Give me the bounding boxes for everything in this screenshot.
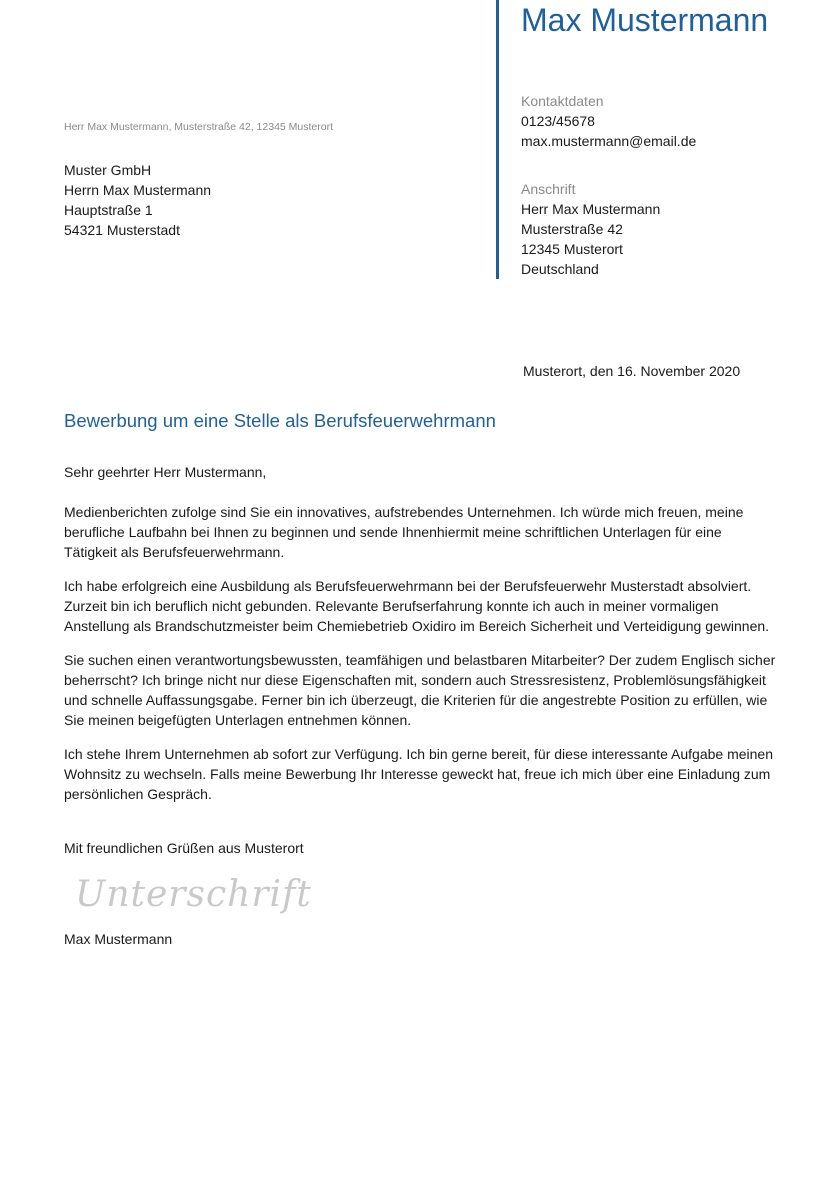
body-paragraph: Ich stehe Ihrem Unternehmen ab sofort zur Verfügung. Ich bin gerne bereit, für diese interessante Aufgabe meinen Wohnsitz zu wechseln. Falls meine Bewerbung Ihr Interesse geweckt hat, freue ich mich über eine Einladung zum persönlichen Gespräch. [64,746,773,802]
contact-email: max.mustermann@email.de [521,133,697,149]
signed-name: Max Mustermann [64,931,173,947]
body-paragraph: Sie suchen einen verantwortungsbewussten, teamfähigen und belastbaren Mitarbeiter? Der zudem Englisch sicher beherrscht? Ich bringe nicht nur diese Eigenschaften mit, sondern auch Stressresistenz, Problemlösungsfähigkeit und schnelle Auffassungsgabe. Ferner bin ich überzeugt, die Kriterien für die angestrebte Position zu erfüllen, wie Sie meinen beigefügten Unterlagen entnehmen können. [64,652,776,728]
sender-line: Herr Max Mustermann, Musterstraße 42, 12345 Musterort [64,121,334,133]
address-heading: Anschrift [521,181,576,197]
recipient-line: Hauptstraße 1 [64,202,153,218]
body-paragraph: Medienberichten zufolge sind Sie ein innovatives, aufstrebendes Unternehmen. Ich würde mich freuen, meine berufliche Laufbahn bei Ihnen zu beginnen und sende Ihnenhiermit meine schriftlichen Unterlagen für eine Tätigkeit als Berufsfeuerwehrmann. [64,504,744,560]
letter-subject: Bewerbung um eine Stelle als Berufsfeuerwehrmann [64,410,496,431]
letter-body [64,502,776,818]
letter-date: Musterort, den 16. November 2020 [523,363,741,379]
contact-heading: Kontaktdaten [521,93,604,109]
contact-phone: 0123/45678 [521,113,595,129]
recipient-line: Herrn Max Mustermann [64,182,212,198]
contact-block [521,91,696,151]
address-line: Herr Max Mustermann [521,201,661,217]
address-block [521,179,660,279]
address-line: Musterstraße 42 [521,221,623,237]
header-divider [496,0,499,279]
letter-greeting: Sehr geehrter Herr Mustermann, [64,464,267,480]
body-paragraph: Ich habe erfolgreich eine Ausbildung als Berufsfeuerwehrmann bei der Berufsfeuerwehr Musterstadt absolviert. Zurzeit bin ich beruflich nicht gebunden. Relevante Berufserfahrung konnte ich auch in meiner vormaligen Anstellung als Brandschutzmeister beim Chemiebetrieb Oxidiro im Bereich Sicherheit und Verteidigung gewinnen. [64,578,770,634]
recipient-block [64,160,211,240]
signature-placeholder: Unterschrift [75,874,312,915]
recipient-line: 54321 Musterstadt [64,222,180,238]
address-line: Deutschland [521,261,599,277]
address-line: 12345 Musterort [521,241,623,257]
applicant-name: Max Mustermann [521,2,769,38]
letter-closing: Mit freundlichen Grüßen aus Musterort [64,840,304,856]
recipient-line: Muster GmbH [64,162,152,178]
